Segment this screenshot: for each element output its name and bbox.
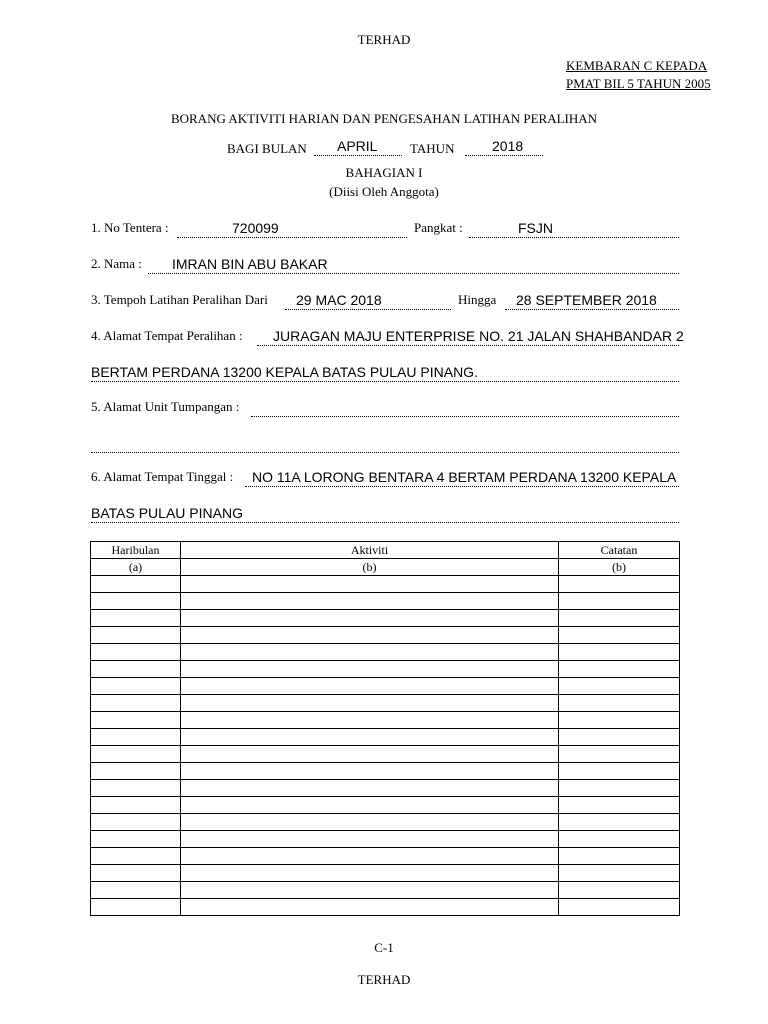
remarks-cell[interactable] — [559, 593, 680, 610]
remarks-cell[interactable] — [559, 865, 680, 882]
alamat-unit-row — [91, 396, 679, 418]
month-year-line — [227, 137, 547, 159]
alamat-peralihan-line-1: JURAGAN MAJU ENTERPRISE NO. 21 JALAN SHAHBANDAR 2 — [273, 328, 684, 344]
activity-cell[interactable] — [181, 576, 559, 593]
date-cell[interactable] — [91, 831, 181, 848]
activity-cell[interactable] — [181, 780, 559, 797]
year-value: 2018 — [492, 138, 524, 154]
remarks-cell[interactable] — [559, 882, 680, 899]
alamat-tinggal-label: 6. Alamat Tempat Tinggal : — [91, 469, 234, 484]
activity-cell[interactable] — [181, 865, 559, 882]
no-tentera-field[interactable] — [177, 219, 407, 238]
activity-cell[interactable] — [181, 610, 559, 627]
remarks-cell[interactable] — [559, 695, 680, 712]
alamat-tinggal-field-2[interactable] — [91, 504, 679, 523]
table-row — [91, 644, 680, 661]
alamat-unit-field-1[interactable] — [251, 398, 679, 417]
remarks-cell[interactable] — [559, 644, 680, 661]
month-field[interactable] — [314, 137, 402, 156]
date-cell[interactable] — [91, 644, 181, 661]
activity-cell[interactable] — [181, 763, 559, 780]
activity-cell[interactable] — [181, 882, 559, 899]
date-cell[interactable] — [91, 712, 181, 729]
tempoh-from-field[interactable] — [285, 291, 451, 310]
date-cell[interactable] — [91, 678, 181, 695]
pangkat-value: FSJN — [518, 220, 553, 236]
remarks-cell[interactable] — [559, 780, 680, 797]
remarks-cell[interactable] — [559, 797, 680, 814]
nama-label: 2. Nama : — [91, 256, 142, 271]
activity-cell[interactable] — [181, 899, 559, 916]
date-cell[interactable] — [91, 882, 181, 899]
nama-field[interactable] — [148, 255, 679, 274]
header-catatan: Catatan — [559, 542, 680, 559]
date-cell[interactable] — [91, 763, 181, 780]
remarks-cell[interactable] — [559, 763, 680, 780]
alamat-tinggal-line-1: NO 11A LORONG BENTARA 4 BERTAM PERDANA 13200 KEPALA — [252, 469, 677, 485]
activity-cell[interactable] — [181, 695, 559, 712]
date-cell[interactable] — [91, 746, 181, 763]
activity-cell[interactable] — [181, 678, 559, 695]
subheader-c: (b) — [559, 559, 680, 576]
subheader-b: (b) — [181, 559, 559, 576]
activity-cell[interactable] — [181, 712, 559, 729]
activity-cell[interactable] — [181, 661, 559, 678]
date-cell[interactable] — [91, 780, 181, 797]
remarks-cell[interactable] — [559, 678, 680, 695]
tempoh-to-field[interactable] — [505, 291, 679, 310]
date-cell[interactable] — [91, 661, 181, 678]
alamat-tinggal-row — [91, 466, 679, 488]
form-title: BORANG AKTIVITI HARIAN DAN PENGESAHAN LATIHAN PERALIHAN — [170, 111, 598, 126]
table-row — [91, 610, 680, 627]
pangkat-field[interactable] — [469, 219, 679, 238]
table-row — [91, 899, 680, 916]
activity-cell[interactable] — [181, 644, 559, 661]
alamat-peralihan-field-2[interactable] — [91, 363, 679, 382]
table-subheader-row — [91, 559, 680, 576]
table-row — [91, 678, 680, 695]
table-row — [91, 712, 680, 729]
alamat-tinggal-line-2: BATAS PULAU PINANG — [91, 505, 243, 521]
table-row — [91, 797, 680, 814]
pangkat-label: Pangkat : — [414, 220, 463, 235]
date-cell[interactable] — [91, 899, 181, 916]
activity-cell[interactable] — [181, 593, 559, 610]
table-row — [91, 729, 680, 746]
alamat-unit-label: 5. Alamat Unit Tumpangan : — [91, 399, 240, 414]
activity-cell[interactable] — [181, 627, 559, 644]
no-tentera-label: 1. No Tentera : — [91, 220, 169, 235]
date-cell[interactable] — [91, 695, 181, 712]
tempoh-from-value: 29 MAC 2018 — [296, 292, 382, 308]
remarks-cell[interactable] — [559, 627, 680, 644]
date-cell[interactable] — [91, 797, 181, 814]
year-label: TAHUN — [410, 141, 455, 156]
tempoh-label: 3. Tempoh Latihan Peralihan Dari — [91, 292, 268, 307]
alamat-peralihan-row — [91, 325, 684, 347]
alamat-unit-row-2 — [91, 432, 679, 454]
remarks-cell[interactable] — [559, 831, 680, 848]
year-field[interactable] — [465, 137, 543, 156]
tempoh-to-value: 28 SEPTEMBER 2018 — [516, 292, 657, 308]
activity-cell[interactable] — [181, 831, 559, 848]
activity-table — [90, 541, 680, 916]
alamat-tinggal-field-1[interactable] — [245, 468, 679, 487]
alamat-peralihan-field-1[interactable] — [257, 327, 684, 346]
nama-row — [91, 253, 679, 275]
classification-footer: TERHAD — [357, 972, 411, 987]
table-row — [91, 695, 680, 712]
alamat-peralihan-line-2: BERTAM PERDANA 13200 KEPALA BATAS PULAU PINANG. — [91, 364, 478, 380]
hingga-label: Hingga — [458, 292, 497, 307]
no-tentera-row — [91, 217, 679, 239]
remarks-cell[interactable] — [559, 712, 680, 729]
table-row — [91, 576, 680, 593]
activity-cell[interactable] — [181, 814, 559, 831]
alamat-peralihan-label: 4. Alamat Tempat Peralihan : — [91, 328, 243, 343]
activity-cell[interactable] — [181, 746, 559, 763]
date-cell[interactable] — [91, 729, 181, 746]
date-cell[interactable] — [91, 865, 181, 882]
tempoh-row — [91, 289, 679, 311]
table-row — [91, 780, 680, 797]
date-cell[interactable] — [91, 848, 181, 865]
reference-line-2: PMAT BIL 5 TAHUN 2005 — [566, 76, 711, 91]
remarks-cell[interactable] — [559, 610, 680, 627]
nama-value: IMRAN BIN ABU BAKAR — [172, 256, 328, 272]
month-value: APRIL — [337, 138, 378, 154]
header-haribulan: Haribulan — [91, 542, 181, 559]
table-row — [91, 865, 680, 882]
date-cell[interactable] — [91, 610, 181, 627]
remarks-cell[interactable] — [559, 899, 680, 916]
table-header-row — [91, 542, 680, 559]
activity-cell[interactable] — [181, 797, 559, 814]
table-row — [91, 814, 680, 831]
table-row — [91, 848, 680, 865]
remarks-cell[interactable] — [559, 814, 680, 831]
remarks-cell[interactable] — [559, 576, 680, 593]
section-title: BAHAGIAN I — [345, 165, 423, 180]
date-cell[interactable] — [91, 593, 181, 610]
activity-cell[interactable] — [181, 848, 559, 865]
remarks-cell[interactable] — [559, 848, 680, 865]
table-row — [91, 763, 680, 780]
section-note: (Diisi Oleh Anggota) — [329, 184, 439, 199]
remarks-cell[interactable] — [559, 729, 680, 746]
table-row — [91, 746, 680, 763]
remarks-cell[interactable] — [559, 746, 680, 763]
alamat-unit-field-2[interactable] — [91, 434, 679, 453]
month-label: BAGI BULAN — [227, 141, 307, 156]
alamat-tinggal-row-2 — [91, 502, 679, 524]
table-row — [91, 593, 680, 610]
classification-header: TERHAD — [357, 32, 411, 47]
table-row — [91, 831, 680, 848]
header-aktiviti: Aktiviti — [181, 542, 559, 559]
date-cell[interactable] — [91, 814, 181, 831]
page-number: C-1 — [374, 940, 394, 955]
reference-line-1: KEMBARAN C KEPADA — [566, 58, 708, 73]
date-cell[interactable] — [91, 627, 181, 644]
table-row — [91, 882, 680, 899]
table-row — [91, 627, 680, 644]
table-row — [91, 661, 680, 678]
alamat-peralihan-row-2 — [91, 361, 679, 383]
subheader-a: (a) — [91, 559, 181, 576]
remarks-cell[interactable] — [559, 661, 680, 678]
activity-cell[interactable] — [181, 729, 559, 746]
no-tentera-value: 720099 — [232, 220, 279, 236]
date-cell[interactable] — [91, 576, 181, 593]
